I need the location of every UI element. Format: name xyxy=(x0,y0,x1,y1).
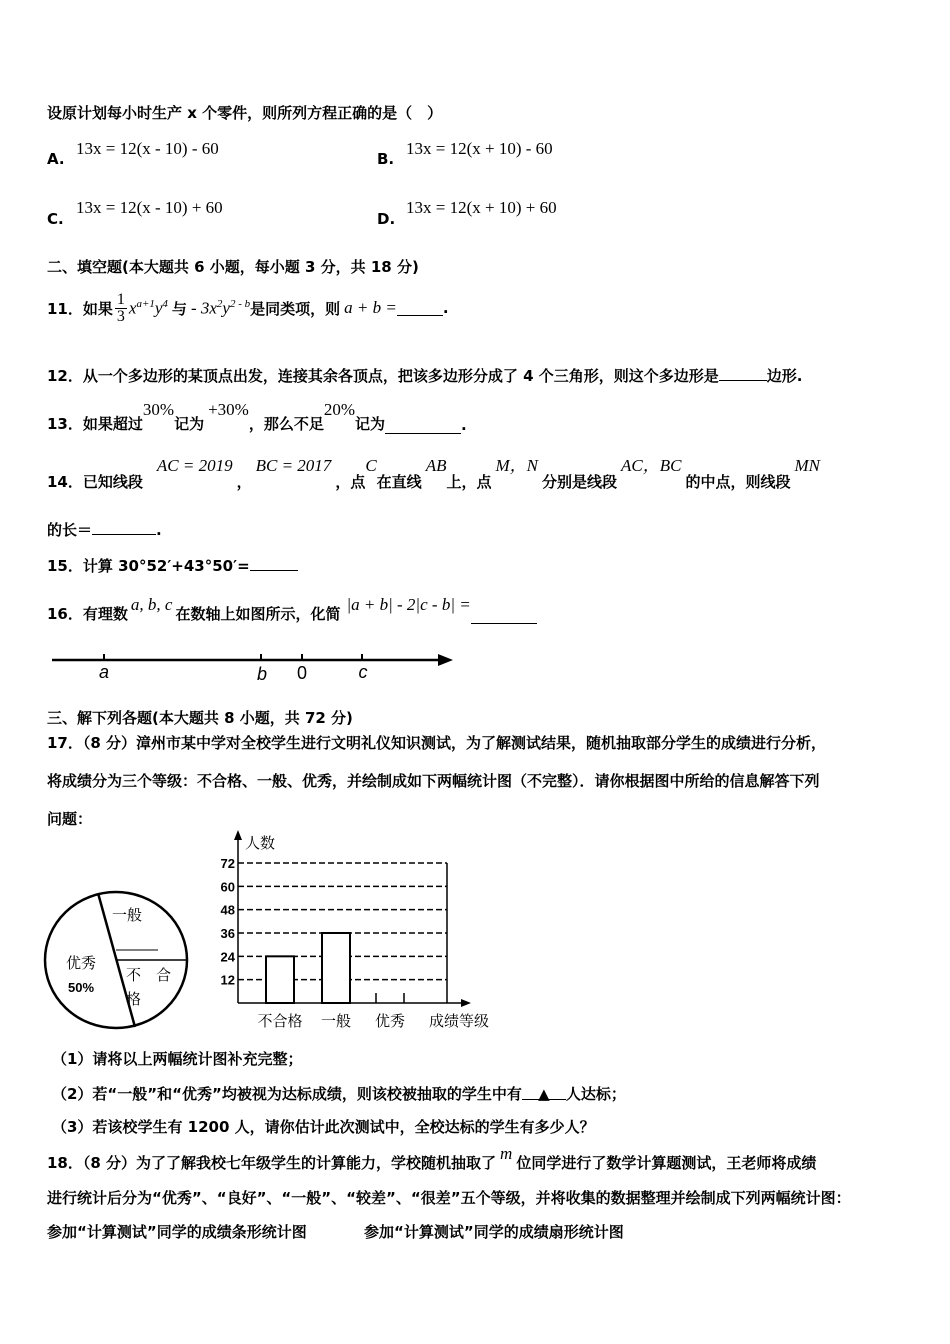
q16 xyxy=(47,590,537,624)
section3-title: 三、解下列各题(本大题共 8 小题，共 72 分) xyxy=(47,709,353,727)
q10-option-b-label: B. xyxy=(377,150,395,168)
q18-caption-pie: 参加“计算测试”同学的成绩扇形统计图 xyxy=(364,1223,624,1241)
q11-pre: 如果 xyxy=(82,299,113,318)
q17-sub2-blank[interactable] xyxy=(522,1085,566,1103)
triangle-icon: ▲ xyxy=(538,1085,550,1103)
q11-post: 是同类项，则 xyxy=(250,299,341,318)
q10-option-c-expr: 13x = 12(x - 10) + 60 xyxy=(76,198,223,217)
q14-m4: AB xyxy=(425,456,447,475)
q14-p4: 在直线 xyxy=(376,473,422,491)
q12-number: 12． xyxy=(47,367,83,385)
label-c: c xyxy=(358,662,368,682)
q17-line2: 将成绩分为三个等级：不合格、一般、优秀，并绘制成如下两幅统计图（不完整）．请你根据图中所给的信息解答下列 xyxy=(47,772,820,790)
q17-sub3: （3）若该校学生有 1200 人，请你估计此次测试中，全校达标的学生有多少人？ xyxy=(52,1118,595,1136)
q17-sub2-end: 人达标； xyxy=(565,1085,626,1103)
pie-label-fail-1: 不 合 xyxy=(126,967,172,984)
q11-term2: - $3x^2y^{2 - b}$ xyxy=(190,297,251,318)
q11-mid: 与 xyxy=(171,299,187,318)
q10-option-a-expr: 13x = 12(x - 10) - 60 xyxy=(76,139,219,158)
number-line xyxy=(48,645,458,685)
bar-y-arrow-icon xyxy=(234,830,242,840)
label-0: 0 xyxy=(296,663,308,683)
category-label: 不合格 xyxy=(257,1013,303,1030)
bar-categories xyxy=(257,1012,405,1030)
q14-answer-blank[interactable] xyxy=(92,520,156,535)
q14-p5: 上，点 xyxy=(446,473,492,491)
q13-p1: 如果超过 xyxy=(82,415,143,433)
q17-sub1: （1）请将以上两幅统计图补充完整； xyxy=(52,1050,303,1068)
category-label: 优秀 xyxy=(374,1013,406,1030)
q14-number: 14． xyxy=(47,473,83,491)
q18-line1b: 位同学进行了数学计算题测试，王老师将成绩 xyxy=(516,1154,817,1172)
q11-frac-denominator: 3 xyxy=(116,307,125,325)
pie-label-general: 一般 xyxy=(112,907,143,924)
y-tick-label: 60 xyxy=(220,879,235,895)
q14-m2: BC = 2017 xyxy=(255,456,332,475)
q13-number: 13． xyxy=(47,415,83,433)
section2-title: 二、填空题(本大题共 6 小题，每小题 3 分，共 18 分) xyxy=(47,258,419,276)
y-tick-label: 24 xyxy=(220,949,235,965)
q11-expr: a + b = xyxy=(344,298,397,317)
q14-p7: 的中点，则线段 xyxy=(685,473,791,491)
bar-优秀 xyxy=(376,995,404,1003)
q16-number: 16． xyxy=(47,605,83,623)
q18-line1 xyxy=(47,1145,816,1173)
q11-term1: $x^{a+1}y^4$ xyxy=(128,297,168,318)
q15-text: 计算 30°52′+43°50′= xyxy=(82,557,250,575)
y-tick-label: 48 xyxy=(220,902,235,918)
q15-answer-blank[interactable] xyxy=(250,556,298,571)
q15-number: 15． xyxy=(47,557,83,575)
q14-p6: 分别是线段 xyxy=(541,473,617,491)
y-tick-label: 12 xyxy=(220,972,235,988)
q12-answer-blank[interactable] xyxy=(719,366,767,381)
q13-p2: 记为 xyxy=(174,415,205,433)
q10-option-d-expr: 13x = 12(x + 10) + 60 xyxy=(406,198,557,217)
q11-answer-blank[interactable] xyxy=(397,301,443,316)
q12-end: 边形. xyxy=(766,367,803,385)
q14-p2: ， xyxy=(236,473,252,491)
category-label: 一般 xyxy=(320,1013,352,1030)
q11 xyxy=(47,288,449,328)
q17-sub2-text: （2）若“一般”和“优秀”均被视为达标成绩，则该校被抽取的学生中有 xyxy=(52,1085,522,1103)
q17-line1: 17．（8 分）漳州市某中学对全校学生进行文明礼仪知识测试，为了解测试结果，随机抽取部分学生的成绩进行分析， xyxy=(47,734,827,752)
q18-line2: 进行统计后分为“优秀”、“良好”、“一般”、“较差”、“很差”五个等级，并将收集的数据整理并绘制成下列两幅统计图： xyxy=(47,1189,851,1207)
pie-label-fail-2: 格 xyxy=(126,991,142,1008)
q16-p2: 在数轴上如图所示，化简 xyxy=(175,605,341,623)
q13-answer-blank[interactable] xyxy=(385,419,461,434)
bar-x-arrow-icon xyxy=(461,999,471,1007)
bar-一般 xyxy=(322,933,350,1003)
q17-sub2 xyxy=(52,1083,626,1104)
bar-marks xyxy=(266,933,404,1003)
q14-line2-text: 的长＝ xyxy=(47,521,93,539)
q14-m6: AC，BC xyxy=(621,456,682,475)
q14-p3: ，点 xyxy=(335,473,366,491)
q11-end: . xyxy=(442,299,449,317)
q18-line1a: 18．（8 分）为了了解我校七年级学生的计算能力，学校随机抽取了 xyxy=(47,1154,497,1172)
q13-end: . xyxy=(461,416,467,434)
q13-p3: ，那么不足 xyxy=(248,415,324,433)
q13-m3: 20% xyxy=(323,400,356,419)
q10-option-a-label: A. xyxy=(47,150,65,168)
q18-m: m xyxy=(500,1144,513,1163)
q14-line2 xyxy=(47,519,162,540)
y-tick-label: 36 xyxy=(220,926,235,941)
q14-m3: C xyxy=(365,456,377,475)
q14-m5: M，N xyxy=(495,456,538,475)
label-b: b xyxy=(256,664,268,684)
number-line-arrow-icon xyxy=(438,654,453,666)
q18-caption-bar: 参加“计算测试”同学的成绩条形统计图 xyxy=(47,1223,307,1241)
q13-p4: 记为 xyxy=(355,415,386,433)
q14-end: . xyxy=(156,521,162,539)
pie-label-excellent: 优秀 xyxy=(66,955,97,972)
bar-ticks xyxy=(221,856,236,988)
q16-m1: a, b, c xyxy=(130,595,173,614)
q17-line3: 问题： xyxy=(47,810,93,828)
q14-p1: 已知线段 xyxy=(82,473,143,491)
bar-不合格 xyxy=(266,956,294,1003)
q14-line1 xyxy=(47,452,820,492)
pie-pct-excellent: 50% xyxy=(68,980,95,995)
bar-y-label: 人数 xyxy=(245,835,276,852)
q13-m2: +30% xyxy=(208,400,249,419)
q16-m2: |a + b| - 2|c - b| = xyxy=(346,595,471,614)
q12-text: 从一个多边形的某顶点出发，连接其余各顶点，把该多边形分成了 4 个三角形，则这个多边形是 xyxy=(82,367,719,385)
q14-m7: MN xyxy=(794,456,820,475)
q13 xyxy=(47,398,467,434)
q13-m1: 30% xyxy=(142,400,175,419)
q10-option-b-expr: 13x = 12(x + 10) - 60 xyxy=(406,139,553,158)
bar-x-label: 成绩等级 xyxy=(429,1013,490,1030)
q11-fraction xyxy=(115,292,127,325)
label-a: a xyxy=(98,662,110,682)
q11-frac-numerator: 1 xyxy=(116,290,125,308)
q10-stem: 设原计划每小时生产 x 个零件，则所列方程正确的是（ ） xyxy=(47,104,443,122)
q16-answer-blank[interactable] xyxy=(471,609,537,624)
q10-option-c-label: C. xyxy=(47,210,64,228)
y-tick-label: 72 xyxy=(220,856,235,871)
q16-p1: 有理数 xyxy=(82,605,128,623)
q12 xyxy=(47,365,802,386)
q14-m1: AC = 2019 xyxy=(156,456,233,475)
q10-option-d-label: D. xyxy=(377,210,396,228)
pie-chart xyxy=(40,888,195,1033)
q11-number: 11． xyxy=(47,299,83,318)
q15 xyxy=(47,555,298,576)
bar-chart xyxy=(205,826,505,1032)
